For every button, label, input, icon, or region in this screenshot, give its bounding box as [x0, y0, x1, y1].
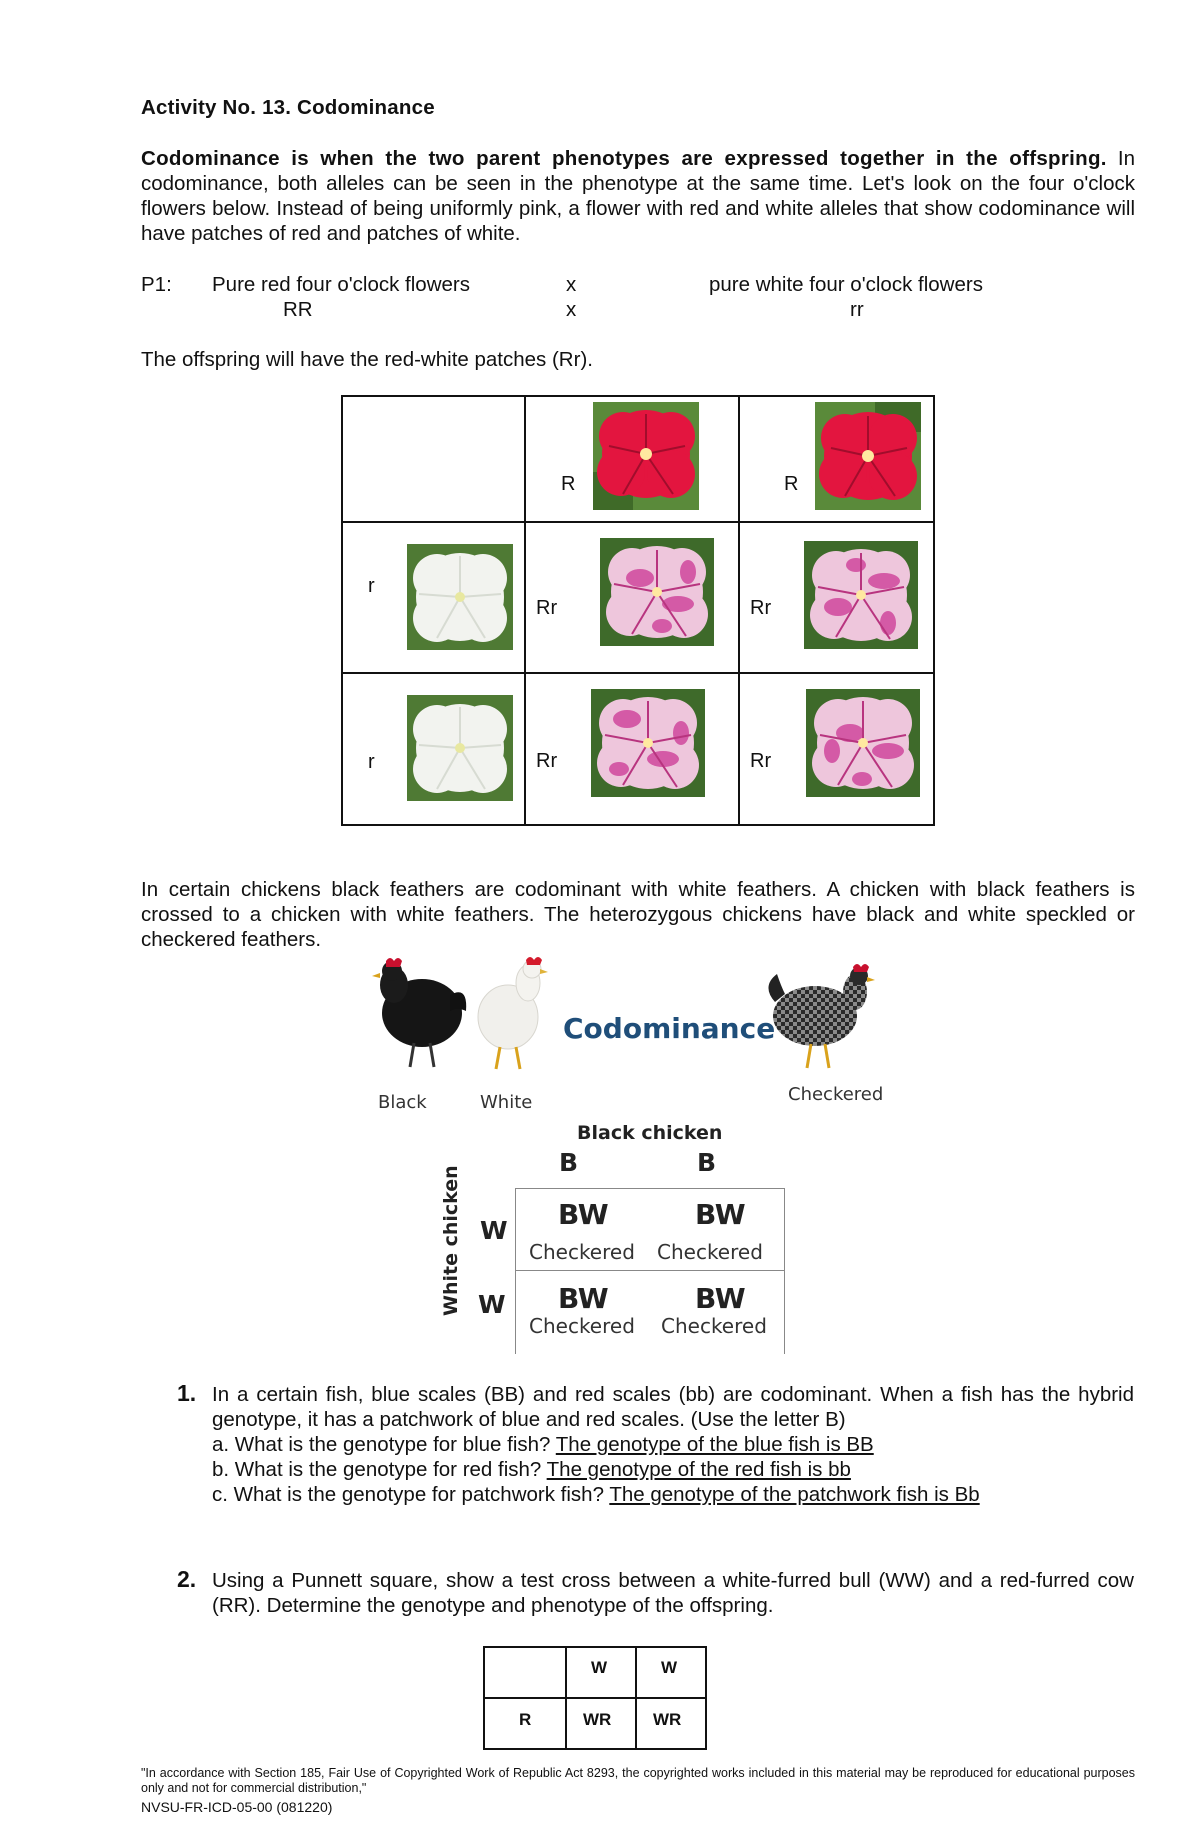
cell-rr-2: Rr — [750, 597, 772, 619]
cross-x2: x — [566, 298, 577, 321]
red-flower-icon — [815, 402, 921, 510]
q2-number: 2. — [177, 1566, 197, 1592]
top-allele-2: R — [784, 473, 799, 495]
chicken-cell-geno-4: BW — [695, 1282, 746, 1315]
cattle-cell-2: WR — [653, 1710, 682, 1729]
copyright-notice: "In accordance with Section 185, Fair Use of Copyrighted Work of Republic Act 8293, the copyrighted works included in this material may be reproduced for educational purposes only and not for commercial distribution," — [141, 1766, 1135, 1795]
chicken-top-allele-1: B — [559, 1148, 579, 1177]
q1-text: In a certain fish, blue scales (BB) and red scales (bb) are codominant. When a fish has the hybrid genotype, it has a patchwork of blue and red scales. (Use the letter B) — [212, 1383, 1134, 1431]
chicken-cell-pheno-1: Checkered — [529, 1240, 635, 1264]
patched-flower-icon — [600, 538, 714, 646]
q2-text: Using a Punnett square, show a test cross between a white-furred bull (WW) and a red-furred cow (RR). Determine the genotype and phenotype of the offspring. — [212, 1569, 1134, 1617]
label-checkered: Checkered — [788, 1084, 884, 1105]
chicken-paragraph: In certain chickens black feathers are codominant with white feathers. A chicken with black feathers is crossed to a chicken with white feathers. The heterozygous chickens have black and white speckled or checkered feathers. — [141, 878, 1135, 951]
intro-paragraph — [141, 146, 1135, 246]
left-allele-1: r — [368, 575, 375, 597]
white-flower-icon — [407, 544, 513, 650]
cross-geno1: RR — [283, 298, 313, 321]
chicken-cell-pheno-2: Checkered — [657, 1240, 763, 1264]
q1-b-answer: The genotype of the red fish is bb — [546, 1458, 851, 1481]
cattle-top-allele-2: W — [661, 1658, 678, 1677]
white-flower-icon — [407, 695, 513, 801]
label-white: White — [480, 1092, 533, 1113]
q1-number: 1. — [177, 1380, 197, 1406]
cell-rr-3: Rr — [536, 750, 558, 772]
offspring-text: The offspring will have the red-white patches (Rr). — [141, 348, 593, 371]
cattle-top-allele-1: W — [591, 1658, 608, 1677]
chicken-cell-geno-1: BW — [558, 1198, 609, 1231]
codominance-banner: Codominance — [563, 1012, 776, 1045]
left-allele-2: r — [368, 751, 375, 773]
cell-rr-4: Rr — [750, 750, 772, 772]
patched-flower-icon — [804, 541, 918, 649]
patched-flower-icon — [806, 689, 920, 797]
cattle-left-allele: R — [519, 1710, 532, 1729]
q1-b — [212, 1457, 851, 1482]
cattle-cell-1: WR — [583, 1710, 612, 1729]
checkered-chicken-icon — [765, 962, 885, 1074]
cattle-punnett-table — [483, 1646, 707, 1750]
cell-rr-1: Rr — [536, 597, 558, 619]
chicken-side-allele-2: W — [478, 1290, 506, 1319]
black-chicken-icon — [370, 955, 470, 1075]
patched-flower-icon — [591, 689, 705, 797]
intro-bold: Codominance is when the two parent phenotypes are expressed together in the offspring. — [141, 147, 1107, 170]
chicken-cell-pheno-4: Checkered — [661, 1314, 767, 1338]
chicken-cell-geno-3: BW — [558, 1282, 609, 1315]
cross-geno2: rr — [850, 298, 864, 321]
header-white-chicken: White chicken — [440, 1165, 462, 1316]
document-code: NVSU-FR-ICD-05-00 (081220) — [141, 1799, 333, 1815]
chicken-cell-geno-2: BW — [695, 1198, 746, 1231]
chicken-cell-pheno-3: Checkered — [529, 1314, 635, 1338]
cross-parent1: Pure red four o'clock flowers — [212, 273, 470, 296]
cross-parent2: pure white four o'clock flowers — [709, 273, 983, 296]
header-black-chicken: Black chicken — [577, 1122, 723, 1144]
red-flower-icon — [593, 402, 699, 510]
activity-title: Activity No. 13. Codominance — [141, 96, 435, 119]
q1-c — [212, 1482, 980, 1507]
q1-a — [212, 1432, 874, 1457]
q1-a-answer: The genotype of the blue fish is BB — [555, 1433, 874, 1456]
chicken-side-allele-1: W — [480, 1216, 508, 1245]
top-allele-1: R — [561, 473, 576, 495]
intro-rest: In codominance, both alleles can be seen in the phenotype at the same time. Let's look on the four o'clock flowers below. Instead of being uniformly pink, a flower with red and white alleles that show codominance will have patches of red and patches of white. — [141, 147, 1136, 245]
q1-b-question: b. What is the genotype for red fish? — [212, 1458, 547, 1481]
q1-c-answer: The genotype of the patchwork fish is Bb — [609, 1483, 980, 1506]
cross-label: P1: — [141, 273, 172, 296]
label-black: Black — [378, 1092, 427, 1113]
white-chicken-icon — [470, 955, 552, 1075]
q1-c-question: c. What is the genotype for patchwork fish? — [212, 1483, 610, 1506]
q1-a-question: a. What is the genotype for blue fish? — [212, 1433, 556, 1456]
cross-x1: x — [566, 273, 577, 296]
chicken-top-allele-2: B — [697, 1148, 717, 1177]
flower-punnett-table — [341, 395, 935, 826]
